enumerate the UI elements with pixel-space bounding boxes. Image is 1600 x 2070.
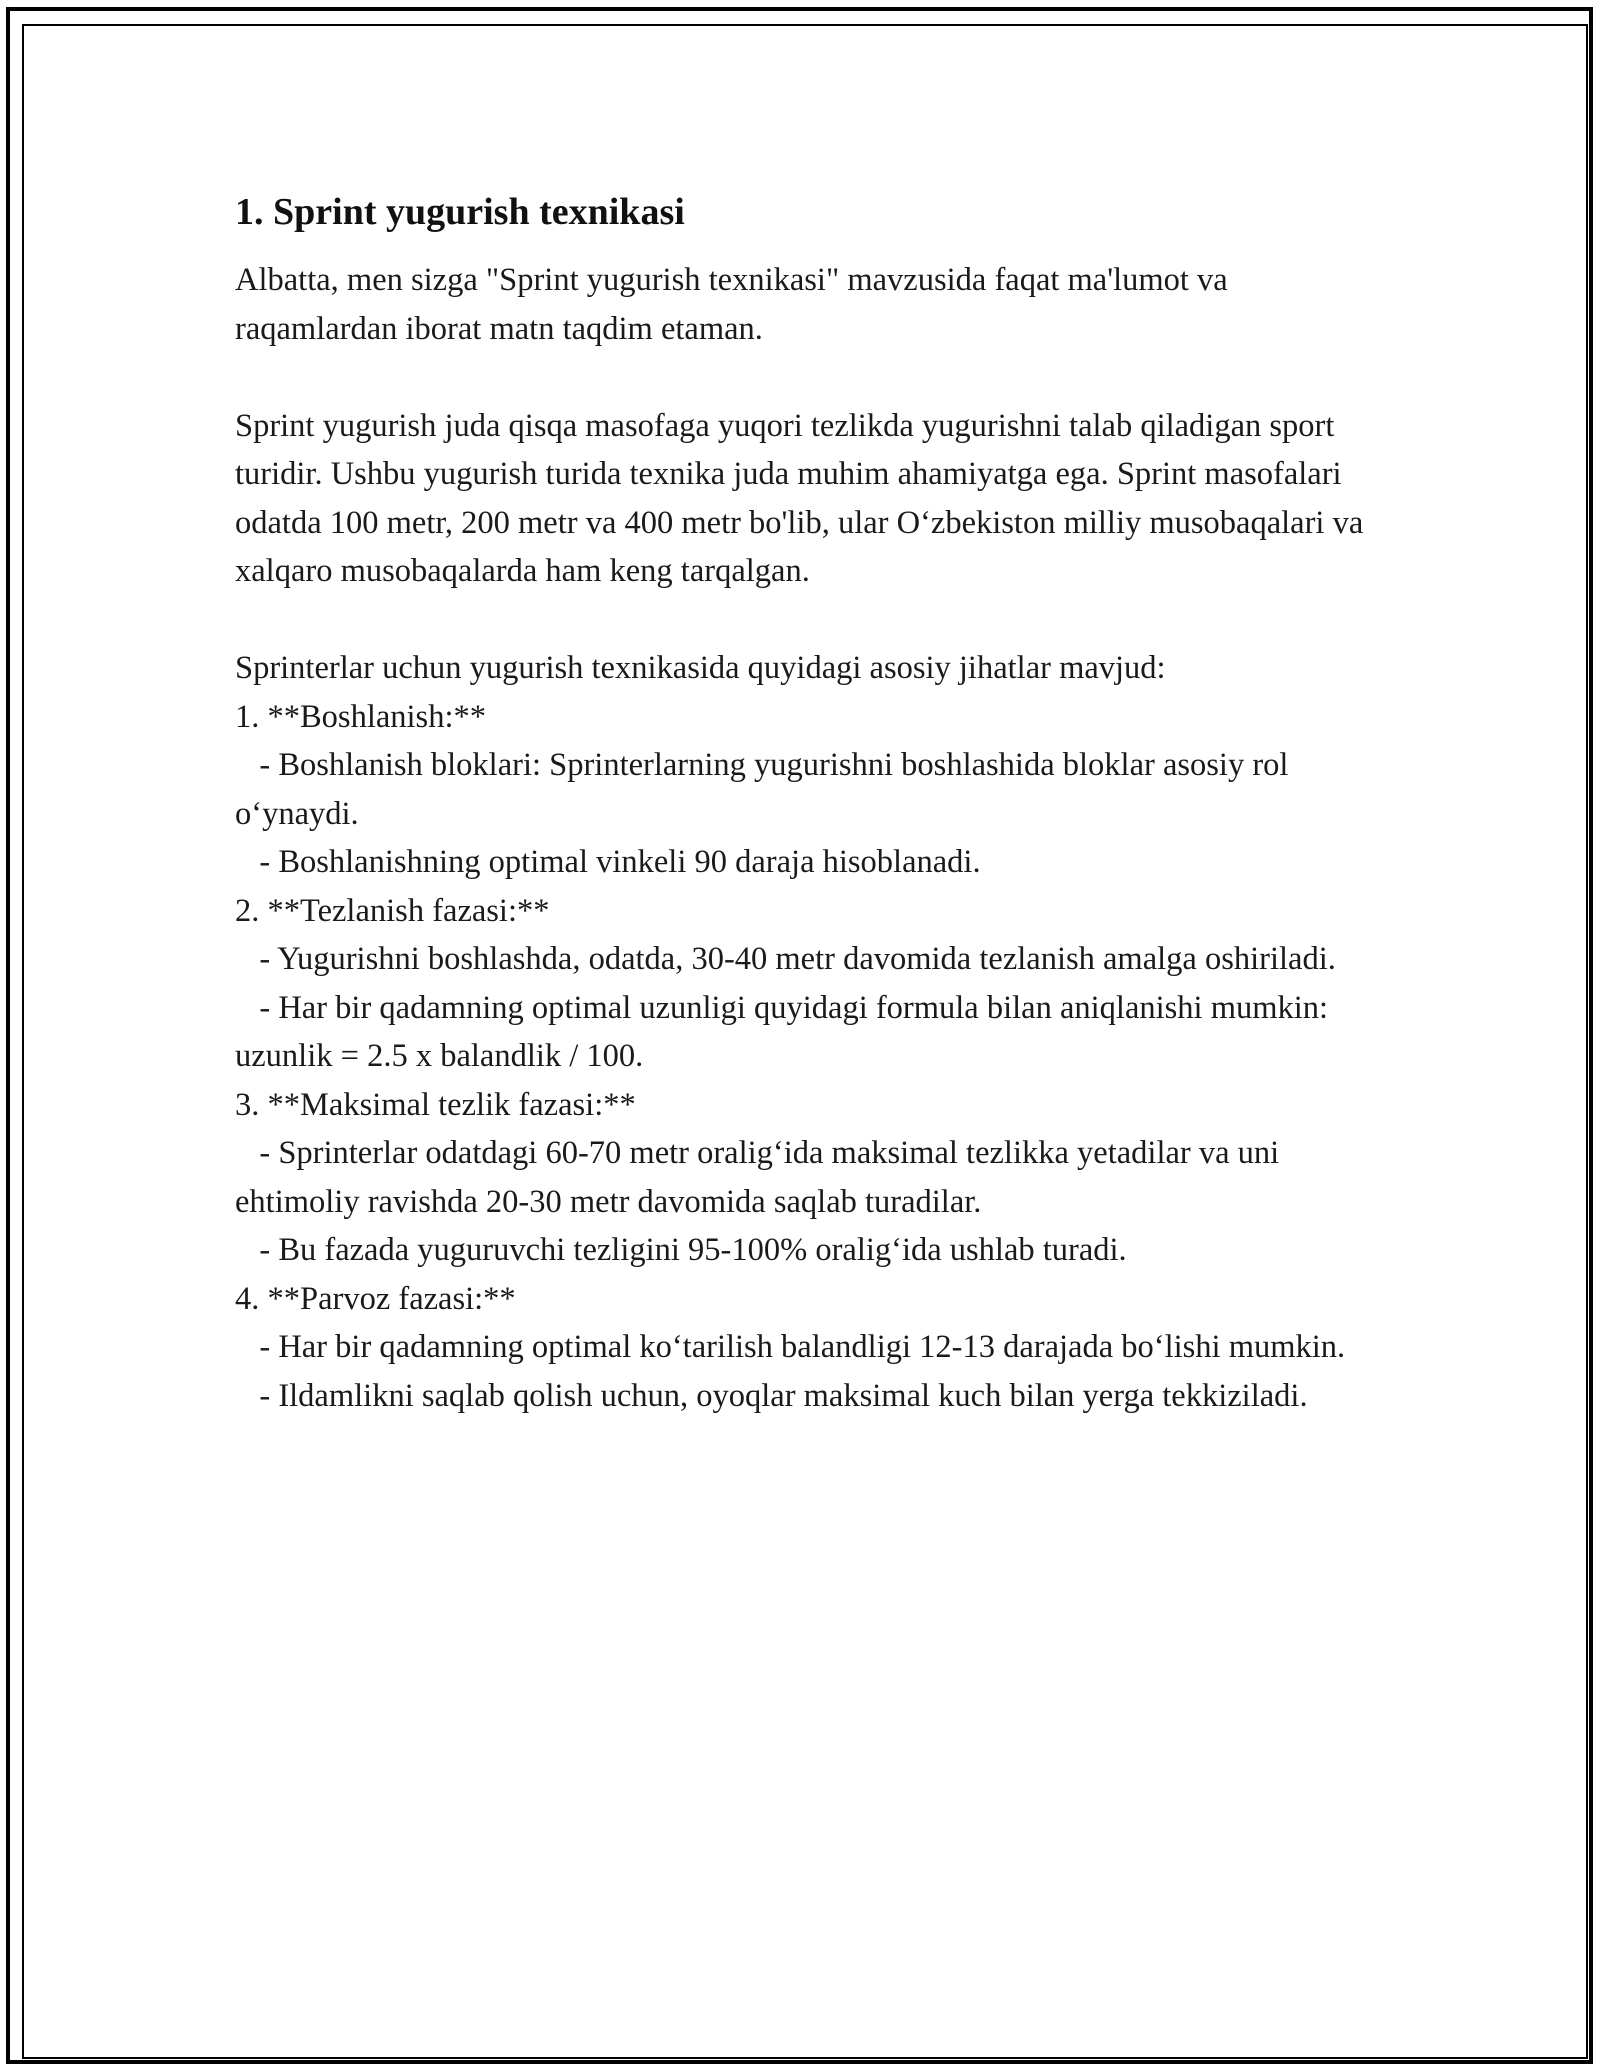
section-bullet: - Boshlanish bloklari: Sprinterlarning yugurishni boshlashida bloklar asosiy rol o‘ynaydi. [235,747,1297,832]
document-title: 1. Sprint yugurish texnikasi [235,191,685,233]
aspects-intro-paragraph: Sprinterlar uchun yugurish texnikasida quyidagi asosiy jihatlar mavjud: [235,650,1166,686]
document-body [235,182,1372,1420]
section-bullet: - Ildamlikni saqlab qolish uchun, oyoqlar maksimal kuch bilan yerga tekkiziladi. [235,1377,1308,1414]
section-flight [235,1275,1365,1421]
section-bullet: - Yugurishni boshlashda, odatda, 30-40 metr davomida tezlanish amalga oshiriladi. [235,941,1336,977]
section-heading: 1. **Boshlanish:** [235,698,486,735]
section-heading: 4. **Parvoz fazasi:** [235,1280,516,1317]
section-start [235,693,1365,887]
section-bullet: - Har bir qadamning optimal ko‘tarilish balandligi 12-13 darajada bo‘lishi mumkin. [235,1329,1346,1365]
section-bullet: - Har bir qadamning optimal uzunligi quyidagi formula bilan aniqlanishi mumkin: uzunlik = 2.5 x balandlik / 100. [235,989,1337,1074]
intro-paragraph: Albatta, men sizga "Sprint yugurish texnikasi" mavzusida faqat ma'lumot va raqamlardan iborat matn taqdim etaman. [235,262,1236,347]
section-heading: 3. **Maksimal tezlik fazasi:** [235,1086,636,1123]
section-bullet: - Bu fazada yuguruvchi tezligini 95-100% oralig‘ida ushlab turadi. [235,1232,1127,1268]
section-bullet: - Sprinterlar odatdagi 60-70 metr oralig‘ida maksimal tezlikka yetadilar va uni ehtimoliy ravishda 20-30 metr davomida saqlab turadilar. [235,1135,1288,1220]
section-acceleration [235,887,1365,1081]
overview-paragraph: Sprint yugurish juda qisqa masofaga yuqori tezlikda yugurishni talab qiladigan sport turidir. Ushbu yugurish turida texnika juda muhim ahamiyatga ega. Sprint masofalari odatda 100 metr, 200 metr va 400 metr bo'lib, ular O‘zbekiston milliy musobaqalari va xalqaro musobaqalarda ham keng tarqalgan. [235,407,1372,589]
section-bullet: - Boshlanishning optimal vinkeli 90 daraja hisoblanadi. [235,844,981,880]
section-max-speed [235,1081,1365,1275]
section-heading: 2. **Tezlanish fazasi:** [235,892,550,929]
